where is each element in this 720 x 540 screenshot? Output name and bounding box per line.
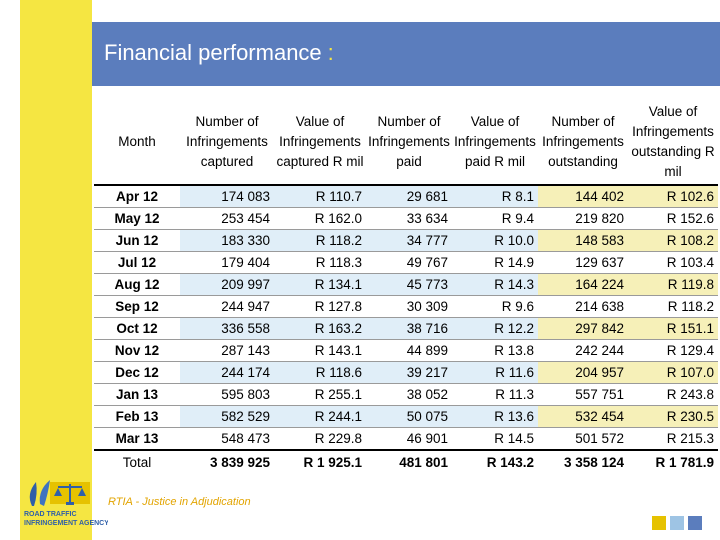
total-label: Total <box>94 450 180 473</box>
month-cell: Sep 12 <box>94 296 180 318</box>
column-header: Number of Infringements outstanding <box>538 100 628 185</box>
value-cell: 179 404 <box>180 252 274 274</box>
value-cell: 244 947 <box>180 296 274 318</box>
value-cell: R 163.2 <box>274 318 366 340</box>
financial-table-container <box>94 100 718 470</box>
footer-square-lightblue <box>670 516 684 530</box>
value-cell: 183 330 <box>180 230 274 252</box>
month-cell: Mar 13 <box>94 428 180 451</box>
table-row <box>94 296 718 318</box>
value-cell: 49 767 <box>366 252 452 274</box>
value-cell: 336 558 <box>180 318 274 340</box>
value-cell: 38 052 <box>366 384 452 406</box>
table-row <box>94 384 718 406</box>
total-cell: R 1 781.9 <box>628 450 718 473</box>
total-row <box>94 450 718 473</box>
value-cell: 34 777 <box>366 230 452 252</box>
value-cell: 595 803 <box>180 384 274 406</box>
value-cell: R 102.6 <box>628 185 718 208</box>
value-cell: 164 224 <box>538 274 628 296</box>
value-cell: 557 751 <box>538 384 628 406</box>
value-cell: 214 638 <box>538 296 628 318</box>
value-cell: R 13.6 <box>452 406 538 428</box>
table-row <box>94 230 718 252</box>
month-cell: Dec 12 <box>94 362 180 384</box>
month-cell: Jun 12 <box>94 230 180 252</box>
value-cell: R 229.8 <box>274 428 366 451</box>
month-cell: Jul 12 <box>94 252 180 274</box>
table-row <box>94 428 718 451</box>
left-accent-bar <box>20 0 92 540</box>
rtia-logo <box>22 472 108 532</box>
value-cell: R 118.6 <box>274 362 366 384</box>
value-cell: R 14.5 <box>452 428 538 451</box>
table-row <box>94 185 718 208</box>
slide-title: Financial performance : <box>104 40 334 65</box>
value-cell: 148 583 <box>538 230 628 252</box>
value-cell: 244 174 <box>180 362 274 384</box>
value-cell: 129 637 <box>538 252 628 274</box>
column-header: Value of Infringements captured R mil <box>274 100 366 185</box>
value-cell: R 230.5 <box>628 406 718 428</box>
value-cell: R 14.3 <box>452 274 538 296</box>
total-cell: R 143.2 <box>452 450 538 473</box>
table-row <box>94 208 718 230</box>
value-cell: R 119.8 <box>628 274 718 296</box>
value-cell: R 143.1 <box>274 340 366 362</box>
value-cell: R 118.3 <box>274 252 366 274</box>
value-cell: 45 773 <box>366 274 452 296</box>
value-cell: 501 572 <box>538 428 628 451</box>
table-row <box>94 406 718 428</box>
value-cell: R 152.6 <box>628 208 718 230</box>
table-header <box>94 100 718 185</box>
value-cell: R 11.3 <box>452 384 538 406</box>
column-header: Number of Infringements paid <box>366 100 452 185</box>
value-cell: 174 083 <box>180 185 274 208</box>
value-cell: 297 842 <box>538 318 628 340</box>
value-cell: 29 681 <box>366 185 452 208</box>
value-cell: R 244.1 <box>274 406 366 428</box>
value-cell: R 215.3 <box>628 428 718 451</box>
value-cell: R 9.4 <box>452 208 538 230</box>
footer-tagline: RTIA - Justice in Adjudication <box>108 496 251 508</box>
table-row <box>94 362 718 384</box>
value-cell: 50 075 <box>366 406 452 428</box>
value-cell: R 8.1 <box>452 185 538 208</box>
total-cell: 3 358 124 <box>538 450 628 473</box>
month-cell: Aug 12 <box>94 274 180 296</box>
value-cell: R 129.4 <box>628 340 718 362</box>
value-cell: 532 454 <box>538 406 628 428</box>
value-cell: R 118.2 <box>274 230 366 252</box>
value-cell: R 110.7 <box>274 185 366 208</box>
table-row <box>94 340 718 362</box>
value-cell: 582 529 <box>180 406 274 428</box>
value-cell: R 151.1 <box>628 318 718 340</box>
month-cell: Jan 13 <box>94 384 180 406</box>
value-cell: 242 244 <box>538 340 628 362</box>
value-cell: 33 634 <box>366 208 452 230</box>
column-header: Value of Infringements outstanding R mil <box>628 100 718 185</box>
value-cell: R 9.6 <box>452 296 538 318</box>
table-row <box>94 318 718 340</box>
month-cell: Apr 12 <box>94 185 180 208</box>
header-month: Month <box>94 100 180 185</box>
value-cell: R 108.2 <box>628 230 718 252</box>
logo-text-line2: INFRINGEMENT AGENCY <box>24 520 108 527</box>
value-cell: R 255.1 <box>274 384 366 406</box>
value-cell: R 243.8 <box>628 384 718 406</box>
value-cell: R 107.0 <box>628 362 718 384</box>
total-cell: 3 839 925 <box>180 450 274 473</box>
value-cell: R 162.0 <box>274 208 366 230</box>
value-cell: 209 997 <box>180 274 274 296</box>
value-cell: R 10.0 <box>452 230 538 252</box>
column-header: Value of Infringements paid R mil <box>452 100 538 185</box>
total-cell: R 1 925.1 <box>274 450 366 473</box>
value-cell: 44 899 <box>366 340 452 362</box>
value-cell: R 13.8 <box>452 340 538 362</box>
value-cell: R 103.4 <box>628 252 718 274</box>
value-cell: 253 454 <box>180 208 274 230</box>
value-cell: 548 473 <box>180 428 274 451</box>
value-cell: R 14.9 <box>452 252 538 274</box>
logo-text-line1: ROAD TRAFFIC <box>24 511 77 518</box>
table-row <box>94 252 718 274</box>
value-cell: 39 217 <box>366 362 452 384</box>
value-cell: 38 716 <box>366 318 452 340</box>
value-cell: R 118.2 <box>628 296 718 318</box>
value-cell: 144 402 <box>538 185 628 208</box>
value-cell: R 127.8 <box>274 296 366 318</box>
value-cell: 204 957 <box>538 362 628 384</box>
value-cell: 46 901 <box>366 428 452 451</box>
value-cell: R 12.2 <box>452 318 538 340</box>
month-cell: Nov 12 <box>94 340 180 362</box>
footer-square-blue <box>688 516 702 530</box>
month-cell: Feb 13 <box>94 406 180 428</box>
month-cell: May 12 <box>94 208 180 230</box>
column-header: Number of Infringements captured <box>180 100 274 185</box>
table-body <box>94 185 718 473</box>
total-cell: 481 801 <box>366 450 452 473</box>
value-cell: 30 309 <box>366 296 452 318</box>
value-cell: 219 820 <box>538 208 628 230</box>
value-cell: R 11.6 <box>452 362 538 384</box>
value-cell: 287 143 <box>180 340 274 362</box>
value-cell: R 134.1 <box>274 274 366 296</box>
footer-square-yellow <box>652 516 666 530</box>
month-cell: Oct 12 <box>94 318 180 340</box>
table-row <box>94 274 718 296</box>
financial-table <box>94 100 718 473</box>
